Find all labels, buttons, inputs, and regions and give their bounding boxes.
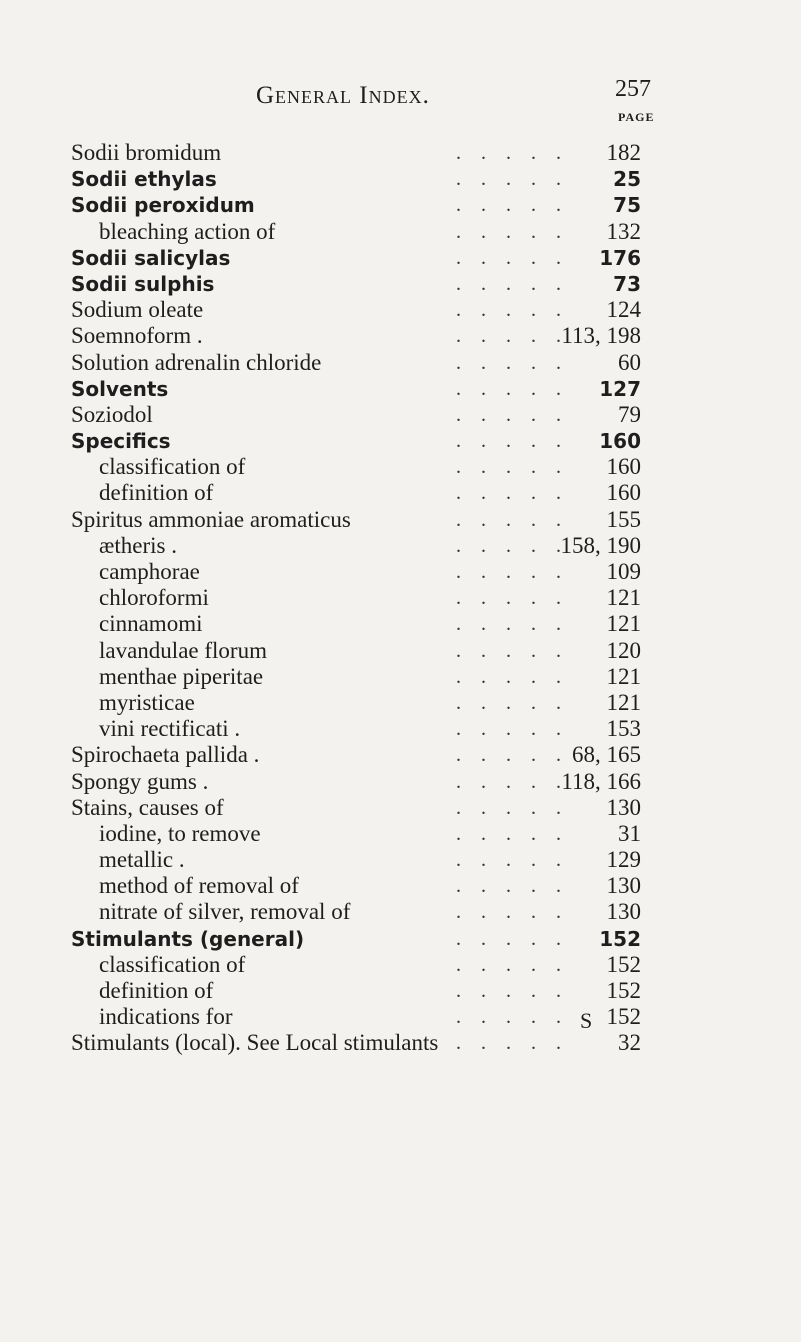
entry-label: chloroformi bbox=[99, 585, 209, 611]
index-entry bbox=[0, 166, 801, 192]
entry-label: camphorae bbox=[99, 559, 200, 584]
index-entry bbox=[0, 140, 801, 166]
index-entry bbox=[0, 376, 801, 402]
entry-page-ref: 152 bbox=[606, 978, 641, 1003]
entry-page-ref: 160 bbox=[606, 454, 641, 480]
index-entry bbox=[0, 926, 801, 952]
entry-label: Spongy gums . bbox=[71, 768, 209, 794]
index-subentry bbox=[0, 480, 801, 506]
dot-leader: ..... bbox=[456, 194, 581, 217]
entry-page-ref: 130 bbox=[606, 794, 641, 820]
entry-label: Specifics bbox=[71, 429, 171, 454]
index-subentry bbox=[0, 454, 801, 480]
dot-leader: ..... bbox=[456, 430, 581, 453]
entry-label: nitrate of silver, removal of bbox=[99, 899, 351, 925]
entry-page-ref: 176 bbox=[599, 245, 641, 270]
entry-page-ref: 153 bbox=[606, 716, 641, 742]
entry-page-ref: 121 bbox=[606, 585, 641, 611]
dot-leader: ..... bbox=[456, 953, 581, 976]
index-subentry bbox=[0, 533, 801, 559]
entry-label: definition of bbox=[99, 978, 214, 1003]
entry-label: menthae piperitae bbox=[99, 663, 264, 689]
entry-label: Sodii bromidum bbox=[71, 140, 222, 165]
dot-leader: ..... bbox=[456, 901, 581, 924]
index-subentry bbox=[0, 978, 801, 1004]
entry-page-ref: 68, 165 bbox=[572, 742, 641, 768]
entry-label: Stimulants (general) bbox=[71, 926, 305, 951]
index-entry bbox=[0, 795, 801, 821]
dot-leader: ..... bbox=[456, 325, 581, 348]
index-subentry bbox=[0, 873, 801, 899]
entry-page-ref: 152 bbox=[606, 1004, 641, 1030]
entry-page-ref: 129 bbox=[606, 847, 641, 873]
entry-page-ref: 152 bbox=[606, 951, 641, 977]
entry-page-ref: 160 bbox=[599, 429, 641, 454]
entry-page-ref: 130 bbox=[606, 873, 641, 899]
index-subentry bbox=[0, 716, 801, 742]
dot-leader: ..... bbox=[456, 770, 581, 793]
dot-leader: ..... bbox=[456, 796, 581, 819]
dot-leader: ..... bbox=[456, 456, 581, 479]
index-subentry bbox=[0, 821, 801, 847]
dot-leader: ..... bbox=[456, 351, 581, 374]
entry-page-ref: 182 bbox=[606, 140, 641, 165]
entry-label: cinnamomi bbox=[99, 611, 203, 637]
entry-page-ref: 155 bbox=[606, 506, 641, 532]
entry-label: Sodii ethylas bbox=[71, 167, 217, 192]
entry-label: Solution adrenalin chloride bbox=[71, 349, 322, 375]
dot-leader: ..... bbox=[456, 980, 581, 1002]
dot-leader: ..... bbox=[456, 849, 581, 872]
index-entry bbox=[0, 428, 801, 454]
index-entry bbox=[0, 245, 801, 271]
dot-leader: ..... bbox=[456, 1032, 581, 1055]
entry-label: Stimulants (local). See Local stimulants bbox=[71, 1030, 439, 1056]
index-entry bbox=[0, 1030, 801, 1056]
index-entry-list bbox=[0, 140, 801, 1057]
dot-leader: ..... bbox=[456, 377, 581, 400]
entry-page-ref: 132 bbox=[606, 218, 641, 244]
page-number: 257 bbox=[615, 76, 651, 102]
dot-leader: ..... bbox=[456, 613, 581, 636]
dot-leader: ..... bbox=[456, 744, 581, 767]
dot-leader: ..... bbox=[456, 561, 581, 583]
index-subentry bbox=[0, 1004, 801, 1030]
entry-label: Sodii sulphis bbox=[71, 271, 215, 296]
running-head: General Index. bbox=[256, 82, 430, 109]
index-subentry bbox=[0, 690, 801, 716]
entry-page-ref: 120 bbox=[606, 637, 641, 663]
dot-leader: ..... bbox=[456, 220, 581, 243]
entry-label: metallic . bbox=[99, 847, 185, 873]
dot-leader: ..... bbox=[456, 927, 581, 950]
dot-leader: ..... bbox=[456, 168, 581, 191]
entry-label: Stains, causes of bbox=[71, 794, 224, 820]
entry-page-ref: 73 bbox=[613, 271, 641, 296]
dot-leader: ..... bbox=[456, 534, 581, 557]
entry-label: ætheris . bbox=[99, 532, 177, 558]
dot-leader: ..... bbox=[456, 639, 581, 662]
entry-label: classification of bbox=[99, 951, 246, 977]
entry-page-ref: 160 bbox=[606, 480, 641, 506]
entry-page-ref: 31 bbox=[618, 820, 641, 846]
entry-label: method of removal of bbox=[99, 873, 299, 899]
entry-label: Spiritus ammoniae aromaticus bbox=[71, 506, 351, 532]
index-subentry bbox=[0, 585, 801, 611]
dot-leader: ..... bbox=[456, 299, 581, 322]
dot-leader: ..... bbox=[456, 272, 581, 295]
entry-page-ref: 25 bbox=[613, 167, 641, 192]
entry-label: iodine, to remove bbox=[99, 820, 261, 846]
index-entry bbox=[0, 323, 801, 349]
entry-page-ref: 152 bbox=[599, 926, 641, 951]
dot-leader: ..... bbox=[456, 665, 581, 688]
dot-leader: ..... bbox=[456, 142, 581, 164]
index-entry bbox=[0, 742, 801, 768]
index-entry bbox=[0, 271, 801, 297]
entry-page-ref: 121 bbox=[606, 611, 641, 637]
index-entry bbox=[0, 402, 801, 428]
dot-leader: ..... bbox=[456, 875, 581, 898]
entry-label: lavandulae florum bbox=[99, 637, 267, 663]
entry-label: Sodium oleate bbox=[71, 297, 204, 323]
entry-label: Spirochaeta pallida . bbox=[71, 742, 260, 768]
entry-label: Sodii salicylas bbox=[71, 245, 231, 270]
entry-label: bleaching action of bbox=[99, 218, 276, 244]
dot-leader: ..... bbox=[456, 508, 581, 531]
entry-page-ref: 127 bbox=[599, 376, 641, 401]
entry-label: myristicae bbox=[99, 689, 195, 715]
entry-label: Soemnoform . bbox=[71, 323, 203, 349]
index-entry bbox=[0, 507, 801, 533]
entry-label: classification of bbox=[99, 454, 246, 480]
index-subentry bbox=[0, 664, 801, 690]
page-column-label: PAGE bbox=[618, 110, 655, 124]
index-subentry bbox=[0, 847, 801, 873]
entry-page-ref: 158, 190 bbox=[560, 532, 641, 558]
dot-leader: ..... bbox=[456, 1006, 581, 1029]
dot-leader: ..... bbox=[456, 482, 581, 505]
index-subentry bbox=[0, 219, 801, 245]
entry-page-ref: 75 bbox=[613, 193, 641, 218]
index-subentry bbox=[0, 638, 801, 664]
dot-leader: ..... bbox=[456, 718, 581, 741]
entry-page-ref: 79 bbox=[618, 401, 641, 427]
entry-page-ref: 130 bbox=[606, 899, 641, 925]
entry-label: vini rectificati . bbox=[99, 716, 241, 742]
entry-page-ref: 32 bbox=[618, 1030, 641, 1056]
entry-label: definition of bbox=[99, 480, 214, 506]
entry-page-ref: 121 bbox=[606, 663, 641, 689]
entry-label: Sodii peroxidum bbox=[71, 193, 255, 218]
index-entry bbox=[0, 297, 801, 323]
entry-page-ref: 118, 166 bbox=[561, 768, 641, 794]
dot-leader: ..... bbox=[456, 691, 581, 714]
index-subentry bbox=[0, 952, 801, 978]
entry-page-ref: 109 bbox=[606, 559, 641, 584]
entry-label: Soziodol bbox=[71, 401, 153, 427]
index-subentry bbox=[0, 559, 801, 585]
dot-leader: ..... bbox=[456, 587, 581, 610]
entry-label: Solvents bbox=[71, 376, 169, 401]
index-subentry bbox=[0, 899, 801, 925]
dot-leader: ..... bbox=[456, 822, 581, 845]
entry-page-ref: 113, 198 bbox=[561, 323, 641, 349]
entry-page-ref: 121 bbox=[606, 689, 641, 715]
dot-leader: ..... bbox=[456, 403, 581, 426]
entry-page-ref: 60 bbox=[618, 349, 641, 375]
index-subentry bbox=[0, 611, 801, 637]
entry-page-ref: 124 bbox=[606, 297, 641, 323]
signature-mark: S bbox=[580, 1008, 593, 1033]
index-entry bbox=[0, 769, 801, 795]
dot-leader: ..... bbox=[456, 246, 581, 269]
index-entry bbox=[0, 350, 801, 376]
index-entry bbox=[0, 192, 801, 218]
entry-label: indications for bbox=[99, 1004, 233, 1030]
